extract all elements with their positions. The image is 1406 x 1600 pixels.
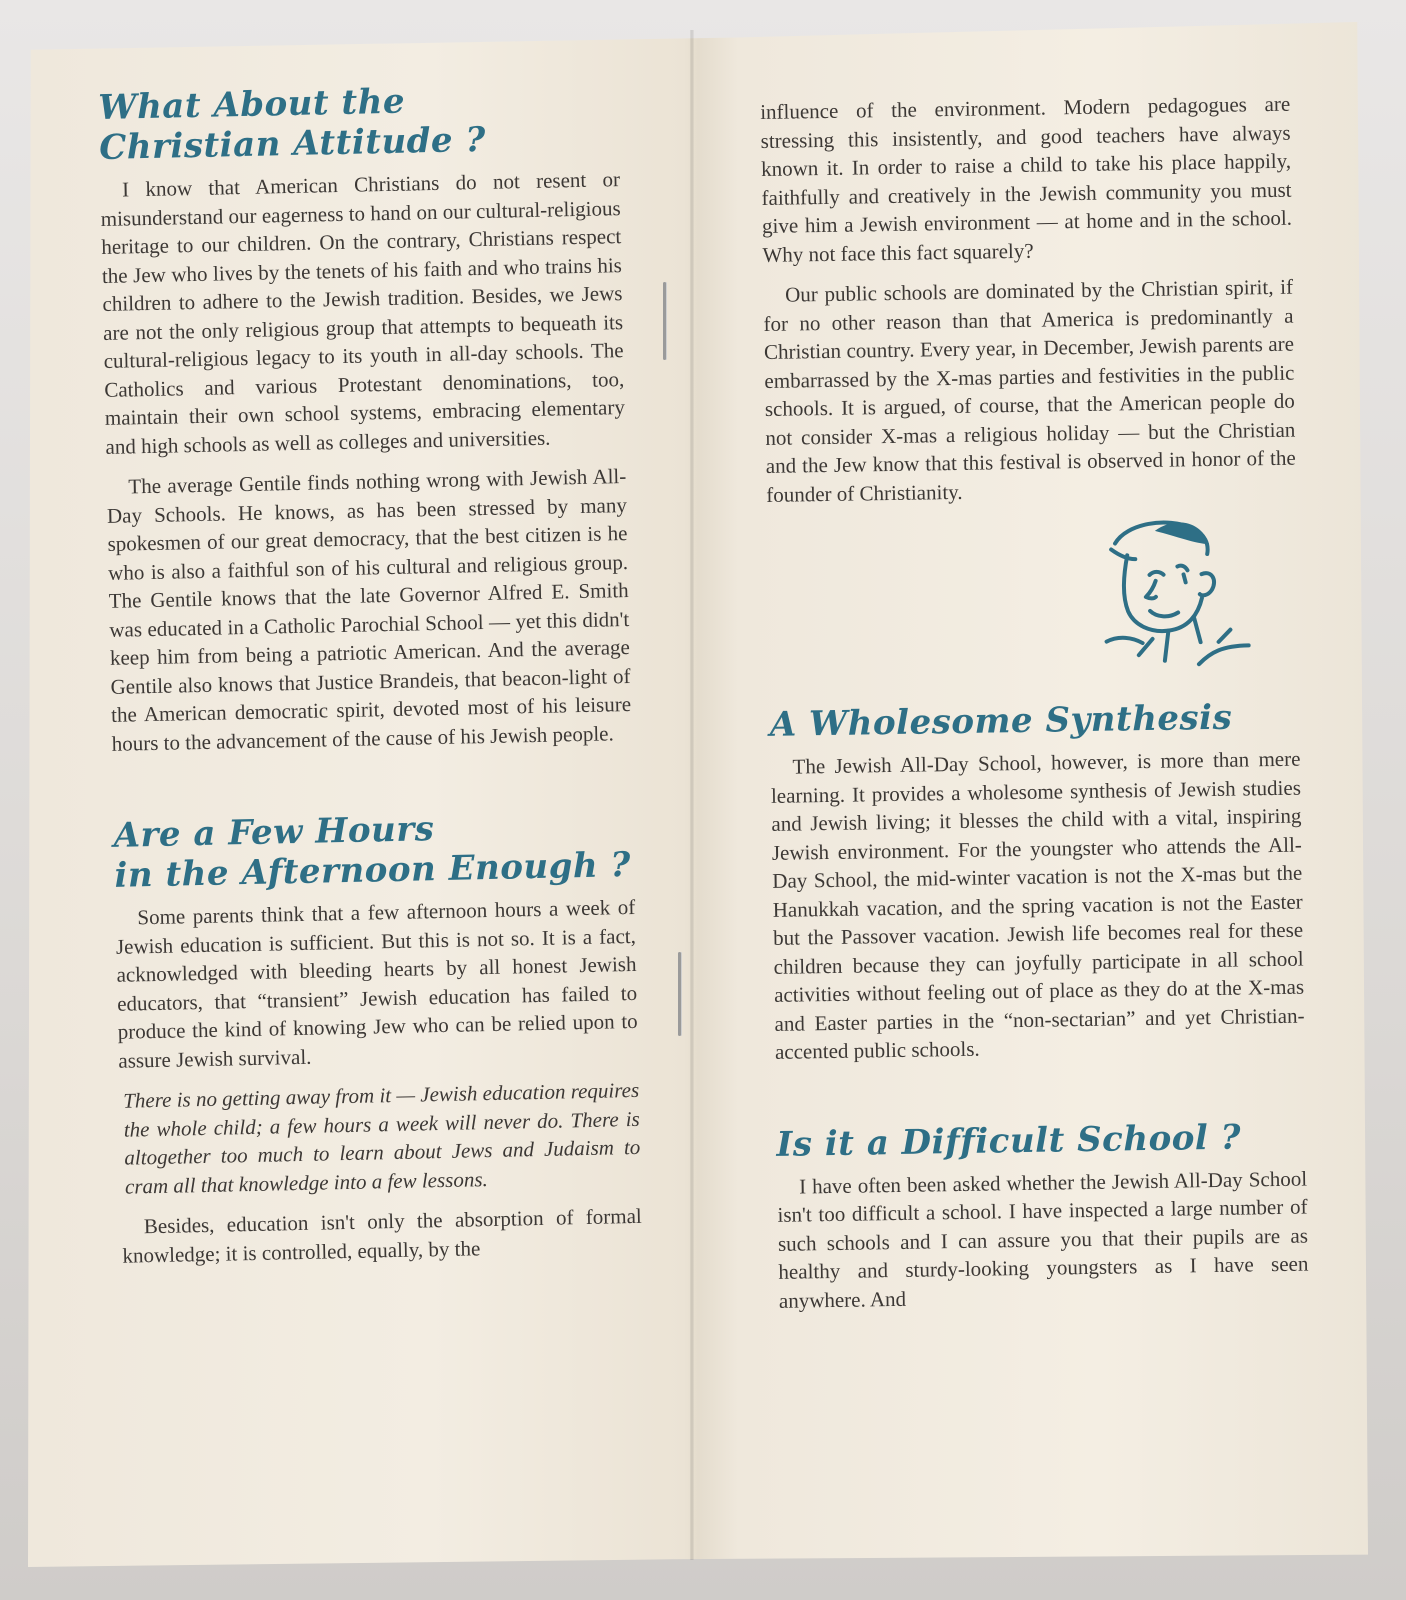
heading-line: in the Afternoon Enough ? — [114, 845, 632, 896]
staple-top — [663, 282, 666, 360]
section-gap — [775, 1070, 1306, 1124]
boy-with-kippah-icon — [1097, 513, 1270, 686]
paragraph: Besides, education isn't only the absorption of formal knowledge; it is controlled, equally, by the — [122, 1203, 642, 1268]
heading-christian-attitude — [98, 77, 620, 168]
paragraph: Our public schools are dominated by the Christian spirit, if for no other reason than that America is predominantly a Christian country. Every year, in December, Jewish parents are embarrassed by the X-mas parties and festivities in the public schools. It is argued, of course, that the American people do not consider X-mas a religious holiday — but the Christian and the Jew know that this festival is observed in honor of the founder of Christianity. — [763, 274, 1296, 507]
paragraph: influence of the environment. Modern pedagogues are stressing this insistently, and good teachers have always known it. In order to raise a child to take his place happily, faithfully and creatively in the Jewish community you must give him a Jewish environment — at home and in the school. Why not face this fact squarely? — [760, 91, 1293, 267]
staple-bottom — [678, 952, 681, 1036]
paragraph: The Jewish All-Day School, however, is more than mere learning. It provides a wholesome synthesis of Jewish studies and Jewish living; it blesses the child with a vital, inspiring Jewish environment. For the youngster who attends the All-Day School, the mid-winter vacation is not the X-mas but the Hanukkah vacation, and the spring vacation is not the Easter but the Passover vacation. Jewish life becomes real for these children because they can joyfully participate in all school activities without feeling out of place as they do at the X-mas and Easter parties in the “non-sectarian” and yet Christian-accented public schools. — [770, 746, 1305, 1064]
heading-line: Christian Attitude ? — [98, 119, 487, 168]
heading-line: Are a Few Hours — [113, 809, 435, 856]
heading-line: What About the — [98, 81, 406, 128]
paragraph: I know that American Christians do not resent or misunderstand our eagerness to hand on our cultural-religious heritage to our children. On the contrary, Christians respect the Jew who lives by the tenets of his faith and who trains his children to adhere to the Jewish tradition. Besides, we Jews are not the only religious group that attempts to bequeath its cultural-religious legacy to its youth in all-day schools. The Catholics and various Protestant denominations, too, maintain their own school systems, embracing elementary and high schools as well as colleges and universities. — [100, 167, 626, 459]
paragraph: Some parents think that a few afternoon hours a week of Jewish education is sufficient. But this is not so. It is a fact, acknowledged with bleeding hearts by all honest Jewish educators, that “transient” Jewish education has failed to produce the kind of knowing Jew who can be relied upon to assure Jewish survival. — [115, 894, 638, 1073]
right-page — [760, 90, 1309, 1327]
left-page — [98, 77, 643, 1282]
paragraph: I have often been asked whether the Jewish All-Day School isn't too difficult a school. I have inspected a large number of such schools and I can assure you that their pupils are as healthy and sturdy-looking youngsters as I have seen anywhere. And — [777, 1166, 1309, 1313]
center-fold — [690, 30, 694, 1560]
heading-wholesome-synthesis: A Wholesome Synthesis — [769, 697, 1233, 745]
heading-difficult-school: Is it a Difficult School ? — [776, 1117, 1242, 1165]
italic-paragraph: There is no getting away from it — Jewish education requires the whole child; a few hours a week will never do. There is altogether too much to learn about Jews and Judaism to cram all that knowledge into a few lessons. — [122, 1077, 641, 1199]
heading-few-hours — [113, 805, 635, 896]
paragraph: The average Gentile finds nothing wrong with Jewish All-Day Schools. He knows, as has been stressed by many spokesmen of our great democracy, that the best citizen is he who is also a faithful son of his cultural and religious group. The Gentile knows that the late Governor Alfred E. Smith was educated in a Catholic Parochial School — yet this didn't keep him from being a patriotic American. And the average Gentile also knows that Justice Brandeis, that beacon-light of the American democratic spirit, devoted most of his leisure hours to the advancement of the cause of his Jewish people. — [106, 464, 632, 756]
